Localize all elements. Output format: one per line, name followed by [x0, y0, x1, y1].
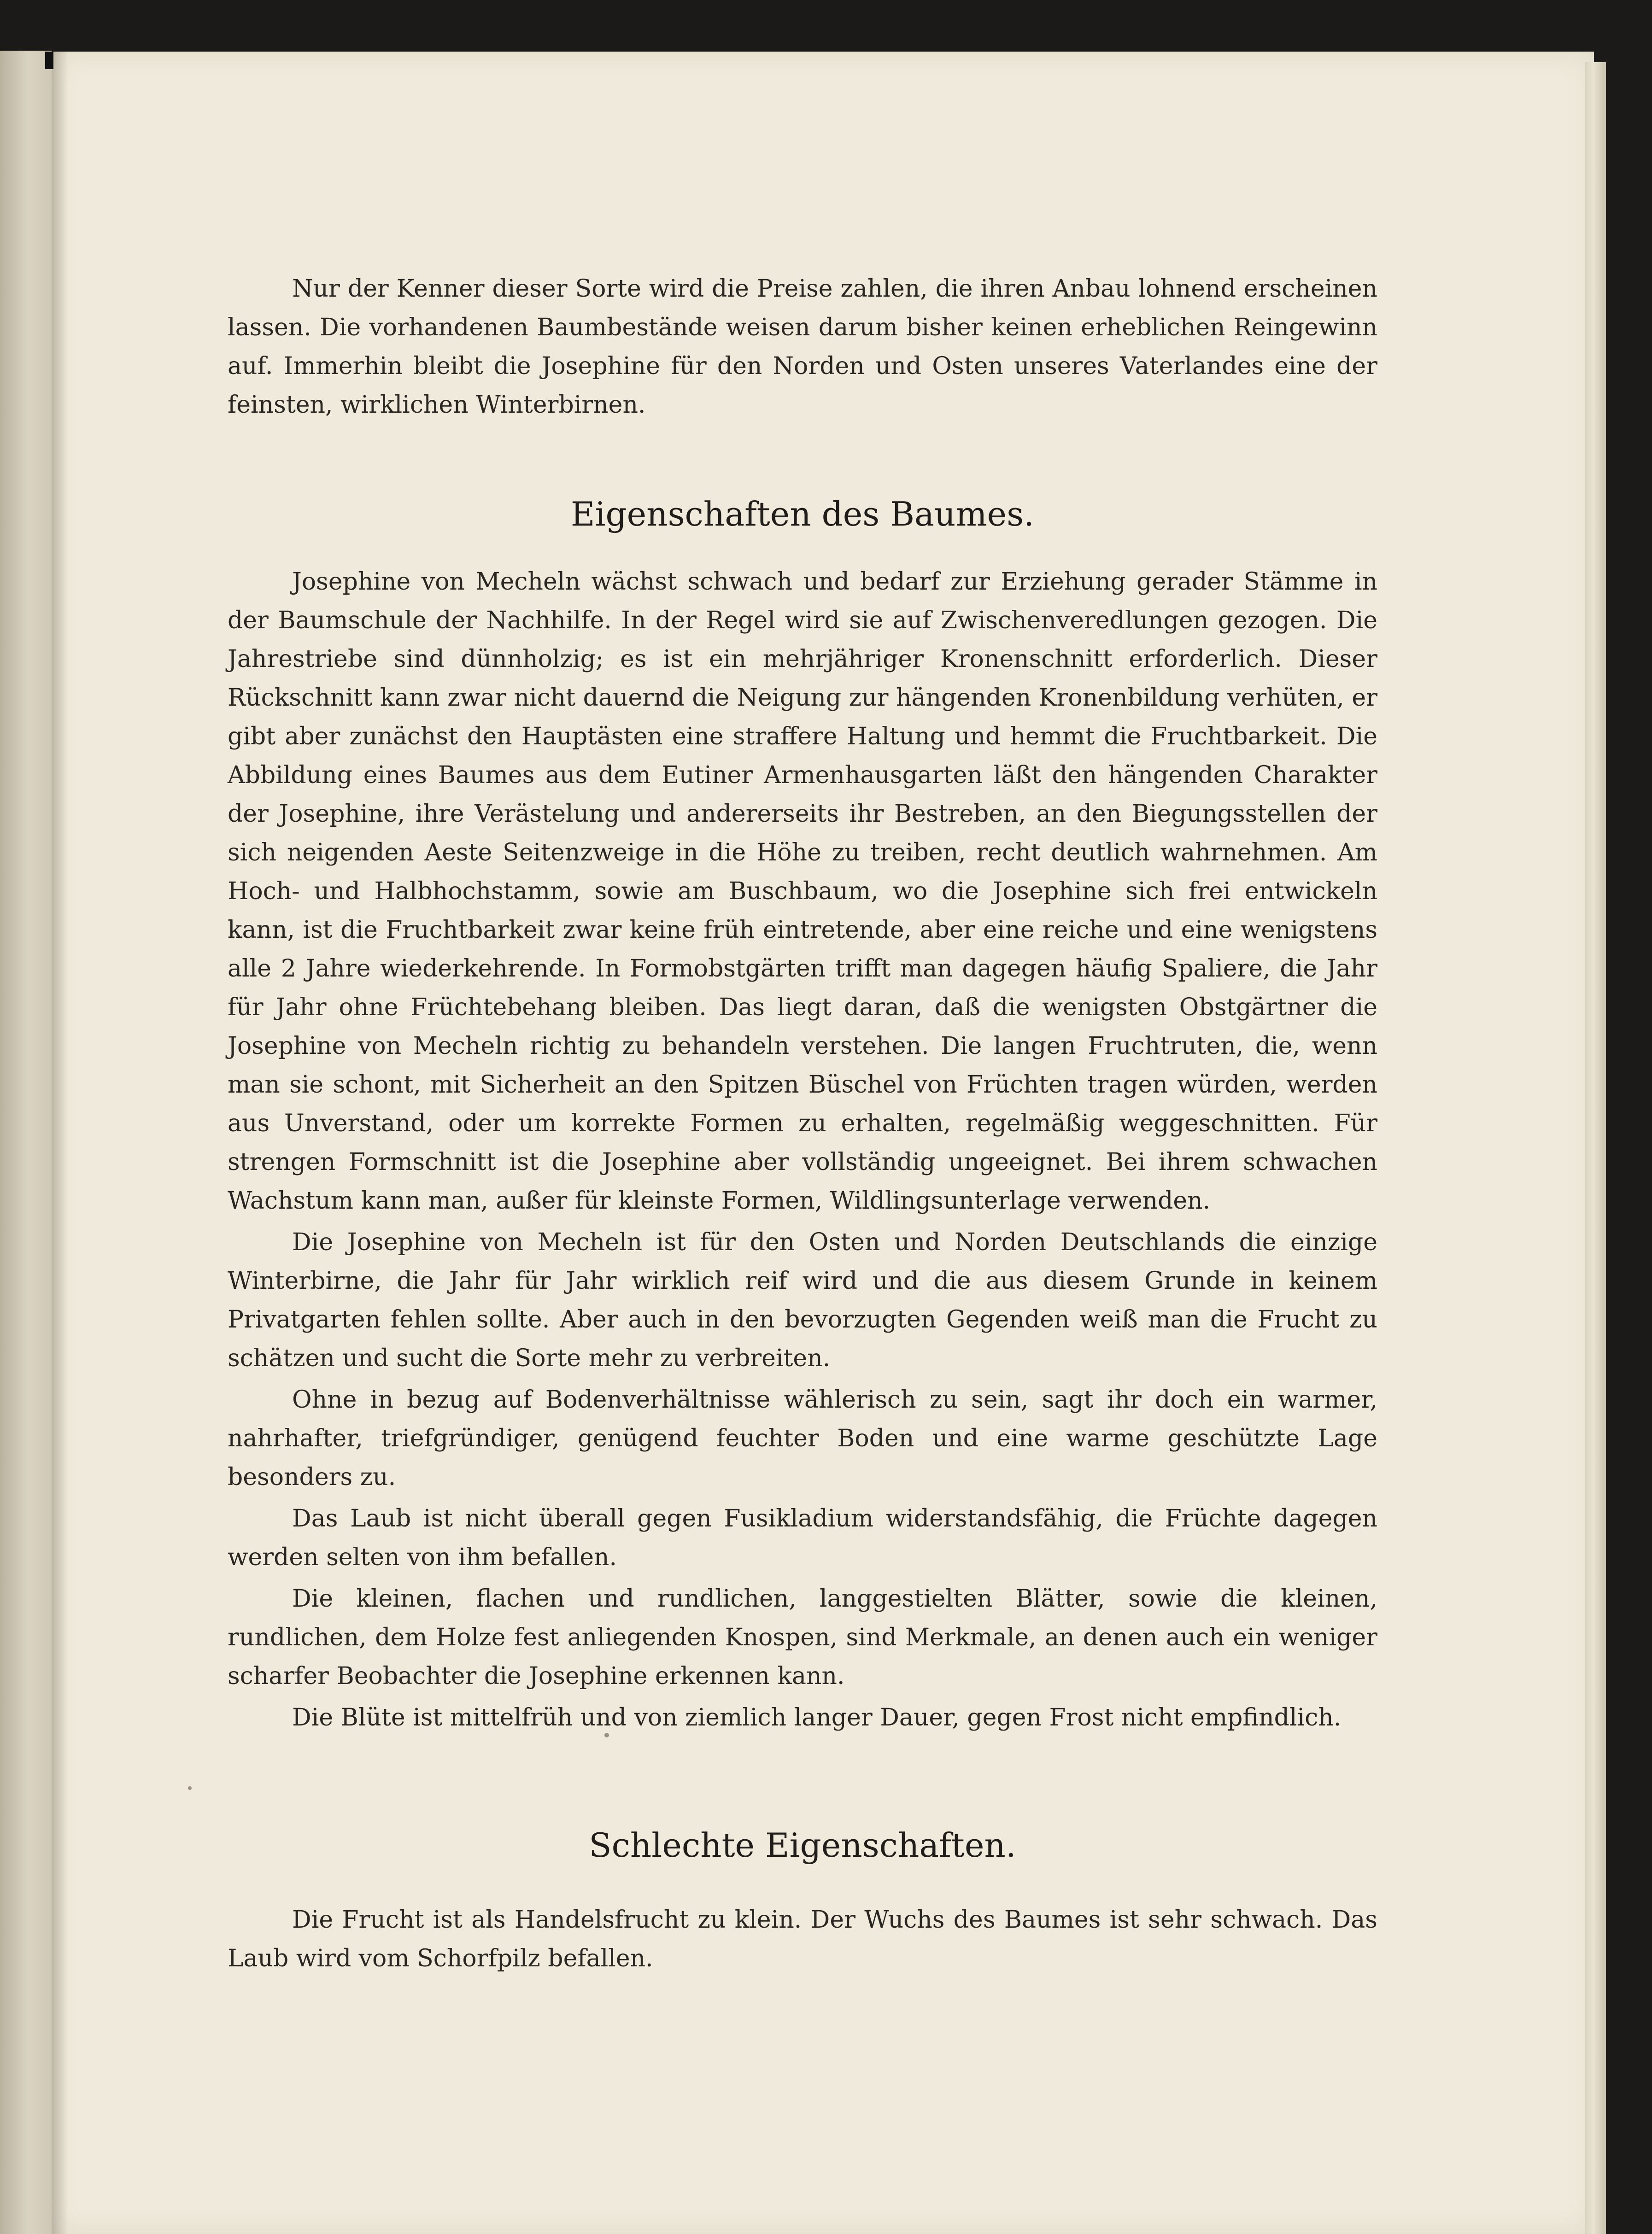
binding-mark: [45, 52, 53, 69]
body-paragraph: Josephine von Mecheln wächst schwach und bedarf zur Erziehung gerader Stämme in der Baumschule der Nachhilfe. In der Regel wird sie auf Zwischenveredlungen gezogen. Die Jahrestriebe sind dünnholzig; es ist ein mehrjähriger Kronenschnitt erforderlich. Dieser Rückschnitt kann zwar nicht dauernd die Neigung zur hängenden Kronenbildung verhüten, er gibt aber zunächst den Hauptästen eine straffere Haltung und hemmt die Fruchtbarkeit. Die Abbildung eines Baumes aus dem Eutiner Armenhausgarten läßt den hängenden Charakter der Josephine, ihre Verästelung und andererseits ihr Bestreben, an den Biegungsstellen der sich neigenden Aeste Seitenzweige in die Höhe zu treiben, recht deutlich wahrnehmen. Am Hoch- und Halbhochstamm, sowie am Buschbaum, wo die Josephine sich frei entwickeln kann, ist die Fruchtbarkeit zwar keine früh eintretende, aber eine reiche und eine wenigstens alle 2 Jahre wiederkehrende. In Formobstgärten trifft man dagegen häufig Spaliere, die Jahr für Jahr ohne Früchtebehang bleiben. Das liegt daran, daß die wenigsten Obstgärtner die Josephine von Mecheln richtig zu behandeln verstehen. Die langen Fruchtruten, die, wenn man sie schont, mit Sicherheit an den Spitzen Büschel von Früchten tragen würden, werden aus Unverstand, oder um korrekte Formen zu erhalten, regelmäßig weggeschnitten. Für strengen Formschnitt ist die Josephine aber vollständig ungeeignet. Bei ihrem schwachen Wachstum kann man, außer für kleinste Formen, Wildlingsunterlage verwenden.: [228, 568, 1377, 1215]
intro-paragraph: Nur der Kenner dieser Sorte wird die Preise zahlen, die ihren Anbau lohnend erscheinen lassen. Die vorhandenen Baumbestände weisen darum bisher keinen erheblichen Reingewinn auf. Immerhin bleibt die Josephine für den Norden und Osten unseres Vaterlandes eine der feinsten, wirklichen Winterbirnen.: [228, 275, 1377, 419]
body-paragraph: Die Frucht ist als Handelsfrucht zu klein. Der Wuchs des Baumes ist sehr schwach. Das Laub wird vom Schorfpilz befallen.: [228, 1906, 1377, 1972]
speck-mark: [188, 1786, 192, 1790]
page-stack-edge: [1585, 62, 1606, 2234]
gutter-shadow: [52, 52, 68, 2234]
page-text: [228, 269, 1377, 1981]
body-paragraph: Die Blüte ist mittelfrüh und von ziemlich langer Dauer, gegen Frost nicht empfindlich.: [292, 1704, 1342, 1731]
body-paragraph: Ohne in bezug auf Bodenverhältnisse wählerisch zu sein, sagt ihr doch ein warmer, nahrhafter, triefgründiger, genügend feuchter Boden und eine warme geschützte Lage besonders zu.: [228, 1386, 1377, 1491]
body-paragraph: Das Laub ist nicht überall gegen Fusikladium widerstandsfähig, die Früchte dagegen werden selten von ihm befallen.: [228, 1505, 1377, 1571]
body-paragraph: Die Josephine von Mecheln ist für den Osten und Norden Deutschlands die einzige Winterbirne, die Jahr für Jahr wirklich reif wird und die aus diesem Grunde in keinem Privatgarten fehlen sollte. Aber auch in den bevorzugten Gegenden weiß man die Frucht zu schätzen und sucht die Sorte mehr zu verbreiten.: [228, 1228, 1377, 1372]
body-paragraph: Die kleinen, flachen und rundlichen, langgestielten Blätter, sowie die kleinen, rundlichen, dem Holze fest anliegenden Knospen, sind Merkmale, an denen auch ein weniger scharfer Beobachter die Josephine erkennen kann.: [228, 1585, 1377, 1690]
section-heading-bad-properties: Schlechte Eigenschaften.: [589, 1826, 1016, 1865]
section-heading-tree-properties: Eigenschaften des Baumes.: [570, 495, 1035, 533]
previous-page-edge: [0, 51, 52, 2234]
